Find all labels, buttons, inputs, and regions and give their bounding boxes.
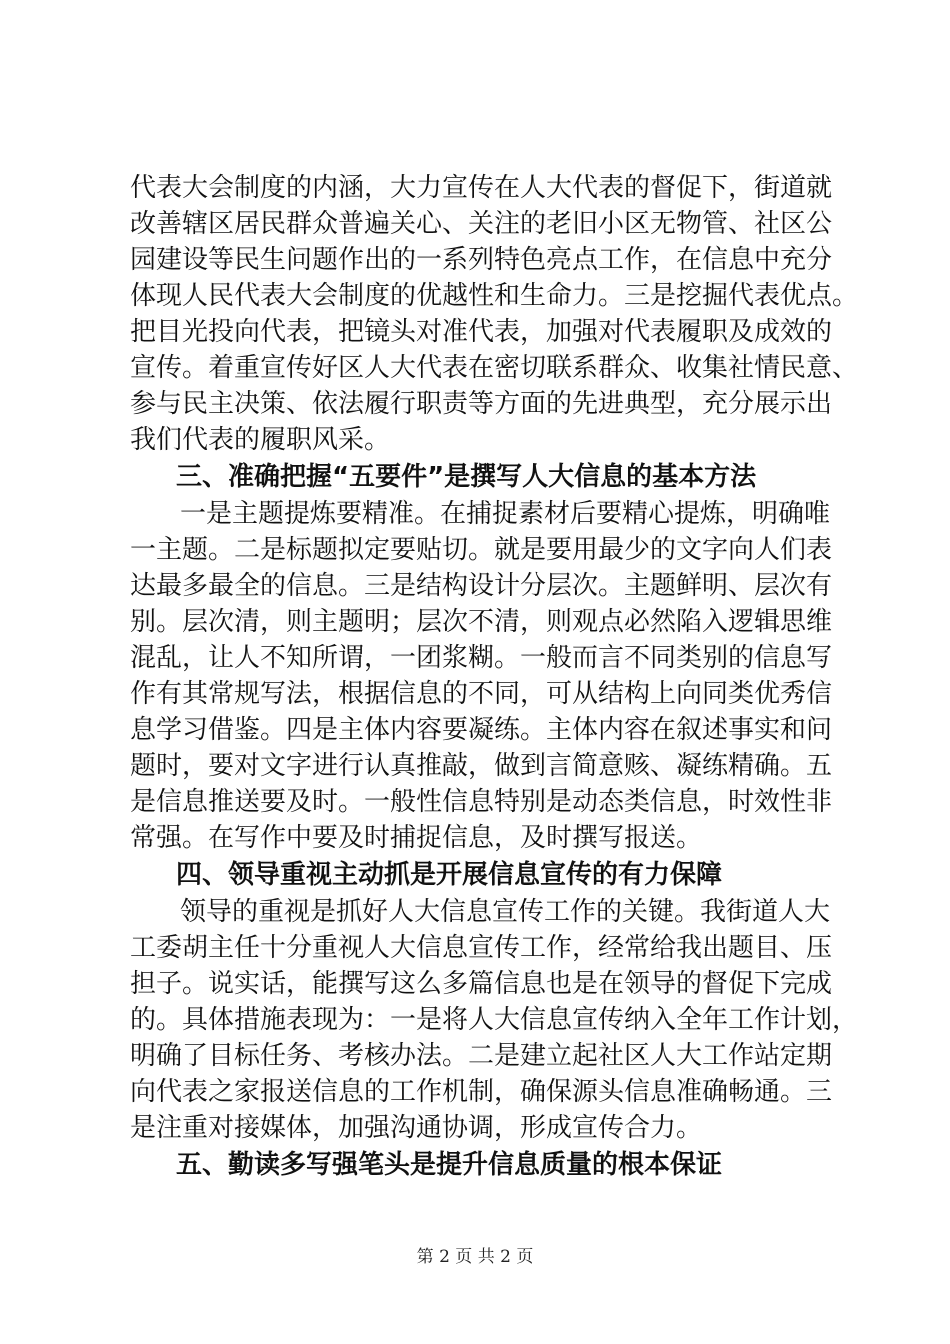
text-line: 园建设等民生问题作出的一系列特色亮点工作，在信息中充分 <box>130 245 833 275</box>
text-line: 题时，要对文字进行认真推敲，做到言简意赅、凝练精确。五 <box>130 751 833 781</box>
document-body <box>130 170 859 1184</box>
text-line: 明确了目标任务、考核办法。二是建立起社区人大工作站定期 <box>130 1041 833 1071</box>
text-line: 一主题。二是标题拟定要贴切。就是要用最少的文字向人们表 <box>130 535 833 565</box>
paragraph-1 <box>130 170 859 458</box>
text-line: 息学习借鉴。四是主体内容要凝练。主体内容在叙述事实和问 <box>130 715 833 745</box>
text-line: 一是主题提炼要精准。在捕捉素材后要精心提炼，明确唯 <box>180 499 831 529</box>
text-line: 向代表之家报送信息的工作机制，确保源头信息准确畅通。三 <box>130 1077 833 1107</box>
paragraph-2 <box>130 496 833 856</box>
text-line: 常强。在写作中要及时捕捉信息，及时撰写报送。 <box>130 823 703 853</box>
text-line: 达最多最全的信息。三是结构设计分层次。主题鲜明、层次有 <box>130 571 833 601</box>
text-line: 混乱，让人不知所谓，一团浆糊。一般而言不同类别的信息写 <box>130 643 833 673</box>
text-line: 我们代表的履职风采。 <box>130 425 391 455</box>
section-heading-3: 三、准确把握“五要件”是撰写人大信息的基本方法 <box>176 462 757 492</box>
text-line: 别。层次清，则主题明；层次不清，则观点必然陷入逻辑思维 <box>130 607 833 637</box>
text-line: 体现人民代表大会制度的优越性和生命力。三是挖掘代表优点。 <box>130 281 859 311</box>
text-line: 的。具体措施表现为：一是将人大信息宣传纳入全年工作计划， <box>130 1005 859 1035</box>
section-heading-4: 四、领导重视主动抓是开展信息宣传的有力保障 <box>176 860 723 890</box>
text-line: 是注重对接媒体，加强沟通协调，形成宣传合力。 <box>130 1113 703 1143</box>
text-line: 代表大会制度的内涵，大力宣传在人大代表的督促下，街道就 <box>130 173 833 203</box>
text-line: 担子。说实话，能撰写这么多篇信息也是在领导的督促下完成 <box>130 969 833 999</box>
text-line: 工委胡主任十分重视人大信息宣传工作，经常给我出题目、压 <box>130 933 833 963</box>
text-line: 是信息推送要及时。一般性信息特别是动态类信息，时效性非 <box>130 787 833 817</box>
text-line: 领导的重视是抓好人大信息宣传工作的关键。我街道人大 <box>180 897 831 927</box>
text-line: 参与民主决策、依法履行职责等方面的先进典型，充分展示出 <box>130 389 833 419</box>
text-line: 改善辖区居民群众普遍关心、关注的老旧小区无物管、社区公 <box>130 209 833 239</box>
text-line: 作有其常规写法，根据信息的不同，可从结构上向同类优秀信 <box>130 679 833 709</box>
text-line: 把目光投向代表，把镜头对准代表，加强对代表履职及成效的 <box>130 317 833 347</box>
text-line: 宣传。着重宣传好区人大代表在密切联系群众、收集社情民意、 <box>130 353 859 383</box>
page-number-footer: 第 2 页 共 2 页 <box>416 1247 534 1267</box>
section-heading-5: 五、勤读多写强笔头是提升信息质量的根本保证 <box>176 1150 723 1180</box>
paragraph-3 <box>130 894 859 1146</box>
